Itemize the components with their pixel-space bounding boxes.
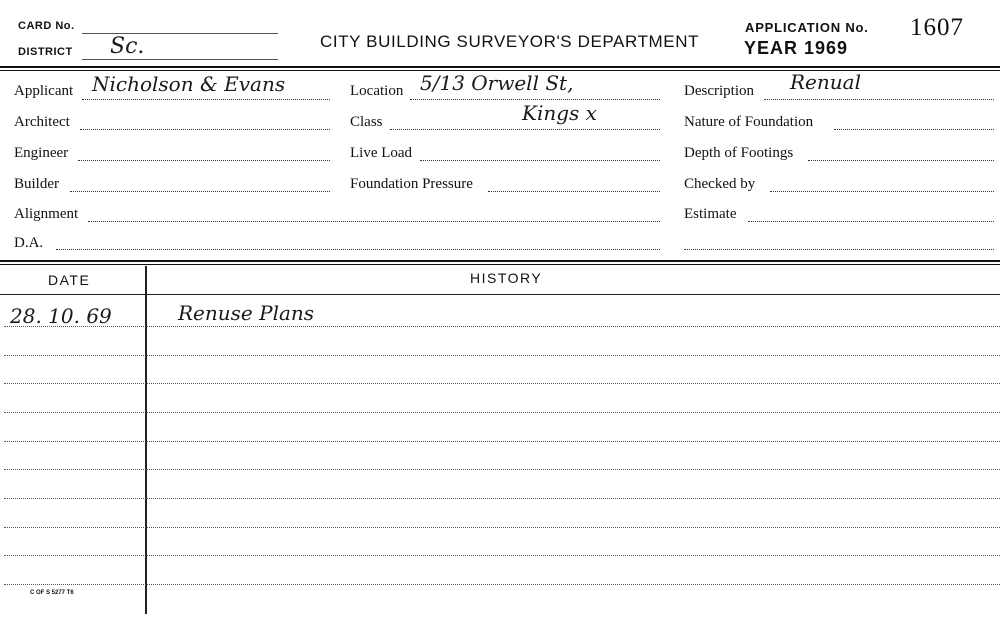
engineer-label: Engineer <box>14 145 69 161</box>
estimate-label: Estimate <box>684 206 737 222</box>
history-column-divider <box>145 266 147 614</box>
nature-line <box>834 129 994 130</box>
application-number: 1607 <box>910 14 964 41</box>
description-value: Renual <box>790 70 861 94</box>
builder-label: Builder <box>14 176 59 192</box>
history-row-line <box>4 441 1000 442</box>
history-header-rule <box>0 294 1000 295</box>
date-column-header: DATE <box>48 272 91 288</box>
location-label: Location <box>350 83 404 99</box>
location-value: 5/13 Orwell St, <box>420 71 574 95</box>
alignment-line <box>88 221 660 222</box>
alignment-label: Alignment <box>14 206 79 222</box>
history-row-line <box>4 326 1000 327</box>
location-value-2: Kings x <box>522 101 597 125</box>
depth-line <box>808 160 994 161</box>
history-row-line <box>4 355 1000 356</box>
applicant-value: Nicholson & Evans <box>92 72 286 96</box>
history-column-header: HISTORY <box>470 270 543 286</box>
history-row-line <box>4 498 1000 499</box>
class-label: Class <box>350 114 383 130</box>
architect-line <box>80 129 330 130</box>
live-load-label: Live Load <box>350 145 413 161</box>
da-line <box>56 249 660 250</box>
checked-by-label: Checked by <box>684 176 756 192</box>
history-row-line <box>4 412 1000 413</box>
checked-by-line <box>770 191 994 192</box>
history-top-rule <box>0 260 1000 262</box>
location-line <box>410 99 660 100</box>
card-no-label: CARD No. <box>18 20 75 32</box>
live-load-line <box>420 160 660 161</box>
description-line <box>764 99 994 100</box>
form-code: C OF S 5277 T6 <box>30 590 74 596</box>
history-entry-date: 28. 10. 69 <box>10 304 112 328</box>
header-rule <box>0 66 1000 68</box>
history-top-rule-2 <box>0 264 1000 265</box>
history-row-line <box>4 527 1000 528</box>
application-no-label: APPLICATION No. <box>745 20 869 35</box>
history-row-line <box>4 555 1000 556</box>
estimate-line <box>748 221 994 222</box>
da-label: D.A. <box>14 235 44 251</box>
description-label: Description <box>684 83 754 99</box>
class-line <box>390 129 660 130</box>
builder-line <box>70 191 330 192</box>
district-line <box>82 59 278 60</box>
history-row-line <box>4 383 1000 384</box>
architect-label: Architect <box>14 114 70 130</box>
history-entry-text: Renuse Plans <box>178 301 315 325</box>
history-row-line <box>4 469 1000 470</box>
applicant-label: Applicant <box>14 83 74 99</box>
engineer-line <box>78 160 330 161</box>
depth-of-footings-label: Depth of Footings <box>684 145 794 161</box>
year-label: YEAR 1969 <box>744 38 849 58</box>
district-label: DISTRICT <box>18 46 73 58</box>
history-row-line <box>4 584 1000 585</box>
foundation-pressure-line <box>488 191 660 192</box>
da-line-right <box>684 249 994 250</box>
foundation-pressure-label: Foundation Pressure <box>350 176 473 192</box>
nature-of-foundation-label: Nature of Foundation <box>684 114 814 130</box>
department-title: CITY BUILDING SURVEYOR'S DEPARTMENT <box>320 32 700 51</box>
district-value: Sc. <box>110 34 145 59</box>
applicant-line <box>82 99 330 100</box>
